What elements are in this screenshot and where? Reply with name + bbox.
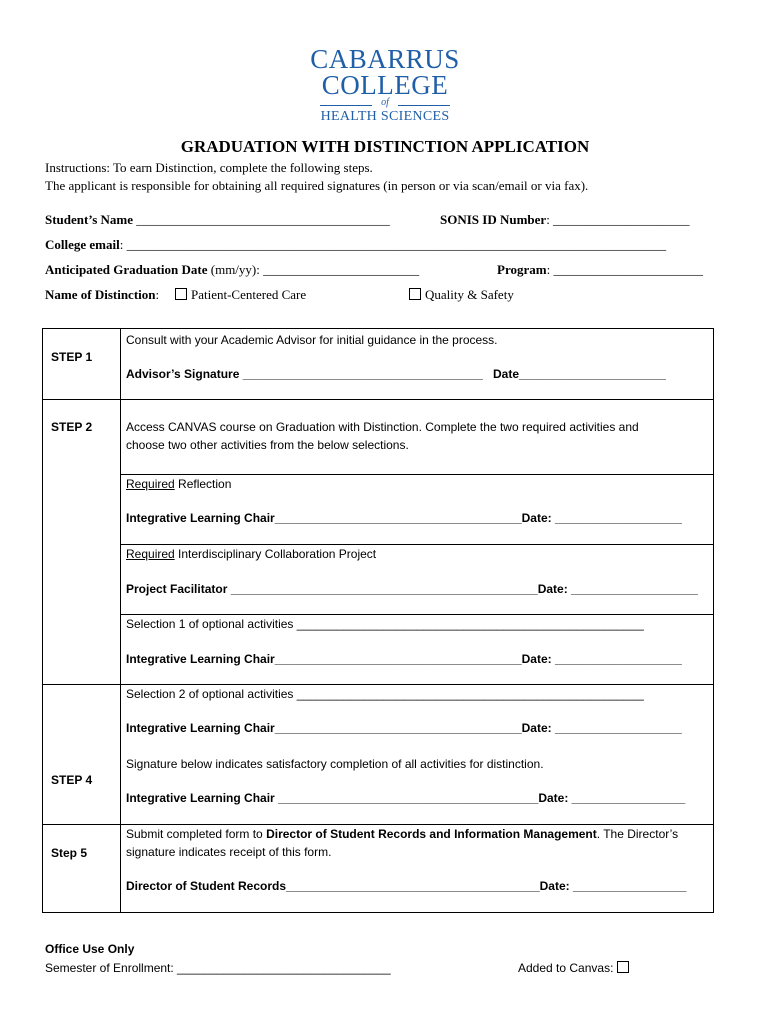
row-divider: [120, 474, 713, 475]
graduation-date-label: Anticipated Graduation Date: [45, 262, 208, 277]
advisor-date-label: Date: [492, 367, 519, 381]
step-5-signature-row[interactable]: [126, 879, 686, 893]
instructions-text: : To earn Distinction, complete the following steps.: [106, 160, 373, 175]
student-name-label: Student’s Name: [45, 212, 133, 227]
added-to-canvas-field[interactable]: [518, 961, 633, 975]
step-5-signature-label: Director of Student Records: [126, 879, 287, 893]
step-2-text-line-2: choose two other activities from the below selections.: [126, 438, 409, 452]
step-4-signature-row[interactable]: [126, 791, 685, 805]
step-1-label: STEP 1: [51, 350, 93, 364]
row-divider: [43, 684, 713, 685]
checkbox-patient-centered[interactable]: [175, 288, 187, 300]
project-heading: [126, 547, 376, 561]
logo-line-1: CABARRUS: [310, 44, 460, 74]
logo-line-3: HEALTH SCIENCES: [320, 109, 450, 124]
selection-2-signature-blank: _____________________________________: [274, 721, 522, 735]
project-signature-label: Project Facilitator: [126, 582, 228, 596]
row-divider: [43, 824, 713, 825]
step-1-text: Consult with your Academic Advisor for initial guidance in the process.: [126, 333, 498, 347]
graduation-date-blank: (mm/yy): ________________________: [207, 262, 420, 277]
reflection-heading: [126, 477, 231, 491]
selection-2-date-label: Date:: [521, 721, 552, 735]
selection-2-signature-label: Integrative Learning Chair: [126, 721, 275, 735]
program-label: Program: [497, 262, 547, 277]
reflection-text: Reflection: [174, 477, 232, 491]
project-required: Required: [126, 547, 175, 561]
distinction-label: Name of Distinction: [45, 287, 156, 302]
logo-of: of: [381, 97, 389, 108]
advisor-signature-row[interactable]: [126, 367, 666, 381]
student-name-field[interactable]: [45, 212, 390, 228]
advisor-date-blank: ______________________: [519, 367, 666, 381]
instructions-line-2: The applicant is responsible for obtaining all required signatures (in person or via scan/email or via fax).: [45, 178, 589, 193]
added-to-canvas-label: Added to Canvas:: [518, 961, 614, 975]
instructions-label: Instructions: [45, 160, 107, 175]
reflection-signature-blank: _____________________________________: [274, 511, 522, 525]
option-quality-safety[interactable]: [409, 287, 514, 303]
step-4-text: Signature below indicates satisfactory completion of all activities for distinction.: [126, 757, 544, 771]
reflection-signature-label: Integrative Learning Chair: [126, 511, 275, 525]
logo-rule-right: [398, 105, 450, 106]
step-4-signature-blank: _______________________________________: [274, 791, 539, 805]
step-5-date-label: Date:: [539, 879, 570, 893]
page-title: GRADUATION WITH DISTINCTION APPLICATION: [180, 137, 590, 156]
distinction-row: [45, 287, 159, 303]
selection-1-signature-label: Integrative Learning Chair: [126, 652, 275, 666]
checkbox-quality-safety[interactable]: [409, 288, 421, 300]
office-use-heading: Office Use Only: [45, 942, 135, 956]
step-5-signature-blank: ______________________________________: [286, 879, 540, 893]
selection-2-signature-row[interactable]: [126, 721, 682, 735]
option-patient-centered-label: Patient-Centered Care: [191, 287, 307, 302]
step-5-label: Step 5: [51, 846, 88, 860]
step-4-label: STEP 4: [51, 773, 93, 787]
step-5-text-post: . The Director’s: [596, 827, 679, 841]
logo-line-2: COLLEGE: [321, 70, 449, 100]
program-field[interactable]: [497, 262, 703, 278]
reflection-signature-row[interactable]: [126, 511, 682, 525]
step-5-text-bold: Director of Student Records and Information Management: [266, 827, 597, 841]
graduation-date-field[interactable]: [45, 262, 419, 278]
reflection-required: Required: [126, 477, 175, 491]
step-2-text-line-1: Access CANVAS course on Graduation with Distinction. Complete the two required activities and: [126, 420, 639, 434]
selection-1-field[interactable]: Selection 1 of optional activities ____________________________________________________: [126, 617, 644, 631]
selection-1-date-label: Date:: [521, 652, 552, 666]
sonis-id-field[interactable]: [440, 212, 690, 228]
row-divider: [120, 544, 713, 545]
college-email-label: College email: [45, 237, 120, 252]
selection-1-date-blank: ___________________: [551, 652, 682, 666]
step-2-label: STEP 2: [51, 420, 93, 434]
advisor-signature-blank: ____________________________________: [239, 367, 483, 381]
project-date-label: Date:: [537, 582, 568, 596]
college-logo: [290, 46, 480, 126]
selection-1-signature-row[interactable]: [126, 652, 682, 666]
project-signature-row[interactable]: [126, 582, 698, 596]
selection-2-field[interactable]: Selection 2 of optional activities ____________________________________________________: [126, 687, 644, 701]
step-5-text-pre: Submit completed form to: [126, 827, 267, 841]
selection-1-signature-blank: _____________________________________: [274, 652, 522, 666]
step-5-date-blank: _________________: [569, 879, 687, 893]
checkbox-added-to-canvas[interactable]: [617, 961, 629, 973]
option-quality-safety-label: Quality & Safety: [425, 287, 514, 302]
college-email-field[interactable]: [45, 237, 666, 253]
steps-table: [42, 328, 714, 913]
row-divider: [43, 399, 713, 400]
selection-2-date-blank: ___________________: [551, 721, 682, 735]
distinction-colon: :: [155, 287, 160, 302]
project-date-blank: ___________________: [567, 582, 698, 596]
sonis-id-label: SONIS ID Number: [440, 212, 547, 227]
step-5-text-line-1: [126, 827, 678, 841]
project-text: Interdisciplinary Collaboration Project: [174, 547, 377, 561]
semester-enrollment-field[interactable]: Semester of Enrollment: ________________________________: [45, 961, 391, 975]
logo-of-row: [320, 99, 450, 109]
step-5-text-line-2: signature indicates receipt of this form.: [126, 845, 332, 859]
project-signature-blank: ______________________________________________: [227, 582, 538, 596]
student-name-blank: _______________________________________: [133, 212, 390, 227]
option-patient-centered[interactable]: [175, 287, 306, 303]
reflection-date-label: Date:: [521, 511, 552, 525]
college-email-blank: : ___________________________________________________________________________________: [119, 237, 667, 252]
reflection-date-blank: ___________________: [551, 511, 682, 525]
step-4-signature-label: Integrative Learning Chair: [126, 791, 275, 805]
instructions-line-1: [45, 160, 373, 176]
logo-rule-left: [320, 105, 372, 106]
step-4-date-blank: _________________: [568, 791, 686, 805]
step-4-date-label: Date:: [538, 791, 569, 805]
program-blank: : _______________________: [546, 262, 703, 277]
sonis-id-blank: : _____________________: [546, 212, 690, 227]
advisor-signature-label: Advisor’s Signature: [126, 367, 240, 381]
row-divider: [120, 614, 713, 615]
